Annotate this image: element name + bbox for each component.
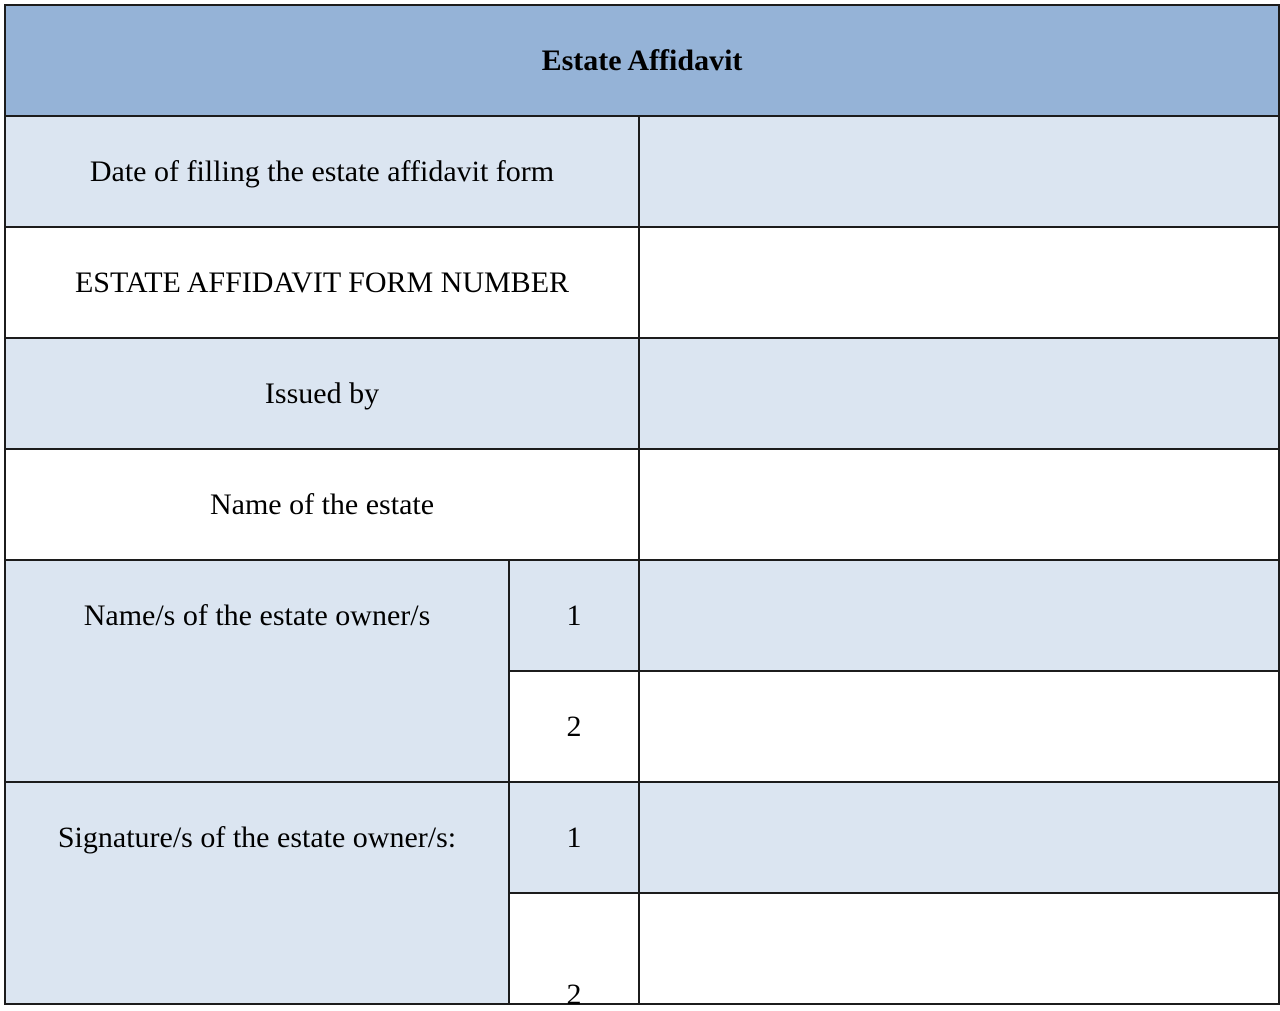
form-title: Estate Affidavit: [5, 5, 1279, 116]
signature-number-2-cell: [509, 893, 639, 1011]
date-label: Date of filling the estate affidavit form: [5, 116, 639, 227]
issued-by-field[interactable]: [639, 338, 1279, 449]
issued-by-label: Issued by: [5, 338, 639, 449]
signature-number-2: 2: [566, 977, 582, 1011]
signatures-label: Signature/s of the estate owner/s:: [5, 782, 509, 1004]
owners-label: Name/s of the estate owner/s: [5, 560, 509, 782]
estate-name-label: Name of the estate: [5, 449, 639, 560]
owner-name-field-2[interactable]: [639, 671, 1279, 782]
estate-name-field[interactable]: [639, 449, 1279, 560]
owner-number-1: 1: [509, 560, 639, 671]
form-number-label: ESTATE AFFIDAVIT FORM NUMBER: [5, 227, 639, 338]
signature-field-1[interactable]: [639, 782, 1279, 893]
form-number-field[interactable]: [639, 227, 1279, 338]
owner-name-field-1[interactable]: [639, 560, 1279, 671]
signature-number-1: 1: [509, 782, 639, 893]
affidavit-table: [4, 4, 1280, 1011]
owner-number-2: 2: [509, 671, 639, 782]
date-field[interactable]: [639, 116, 1279, 227]
signature-field-2[interactable]: [639, 893, 1279, 1004]
